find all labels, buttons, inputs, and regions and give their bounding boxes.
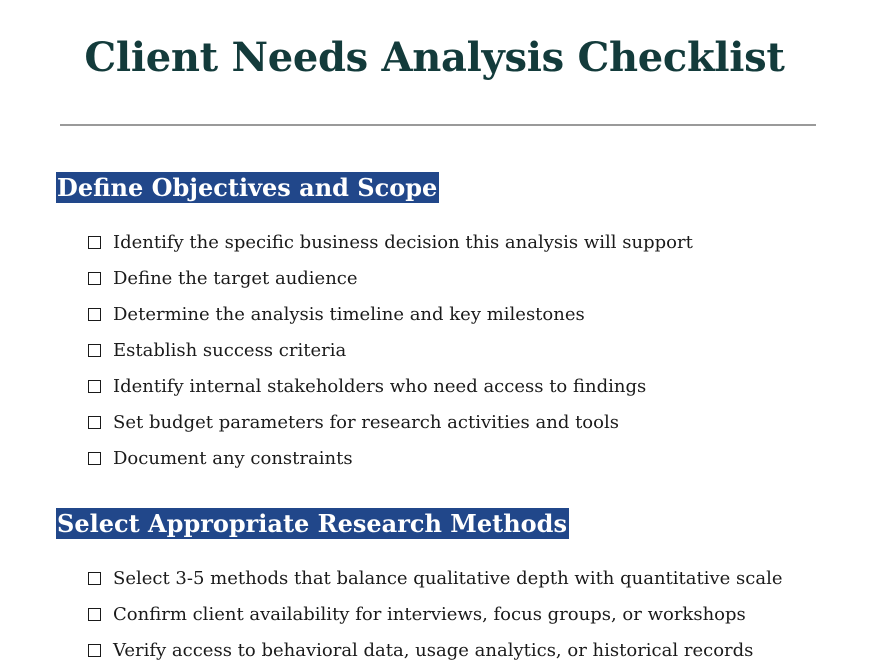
checklist-item-label: Identify internal stakeholders who need access to findings [113,375,647,397]
checklist-item[interactable] [88,596,783,632]
empty-checkbox-icon[interactable] [88,644,101,657]
checklist-item[interactable] [88,224,693,260]
empty-checkbox-icon[interactable] [88,452,101,465]
checklist-item-label: Verify access to behavioral data, usage analytics, or historical records [113,639,754,661]
checklist-item-label: Identify the specific business decision this analysis will support [113,231,693,253]
checklist-item[interactable] [88,560,783,596]
checklist-item[interactable] [88,260,693,296]
checklist-item[interactable] [88,440,693,476]
section-heading-research-methods: Select Appropriate Research Methods [57,509,567,538]
empty-checkbox-icon[interactable] [88,236,101,249]
checklist-item[interactable] [88,296,693,332]
empty-checkbox-icon[interactable] [88,272,101,285]
empty-checkbox-icon[interactable] [88,608,101,621]
checklist-item-label: Document any constraints [113,447,353,469]
checklist-item-label: Select 3-5 methods that balance qualitative depth with quantitative scale [113,567,783,589]
checklist-item-label: Define the target audience [113,267,358,289]
checklist-item[interactable] [88,368,693,404]
empty-checkbox-icon[interactable] [88,344,101,357]
checklist-item[interactable] [88,632,783,668]
checklist-research-methods [88,560,783,668]
section-heading-define-objectives: Define Objectives and Scope [57,173,438,202]
title-divider [60,124,816,126]
empty-checkbox-icon[interactable] [88,572,101,585]
checklist-item-label: Confirm client availability for interviews, focus groups, or workshops [113,603,746,625]
checklist-item[interactable] [88,332,693,368]
checklist-item-label: Set budget parameters for research activities and tools [113,411,619,433]
page-title: Client Needs Analysis Checklist [84,34,785,81]
checklist-define-objectives [88,224,693,476]
checklist-item-label: Establish success criteria [113,339,347,361]
empty-checkbox-icon[interactable] [88,308,101,321]
checklist-item-label: Determine the analysis timeline and key milestones [113,303,585,325]
empty-checkbox-icon[interactable] [88,416,101,429]
empty-checkbox-icon[interactable] [88,380,101,393]
checklist-item[interactable] [88,404,693,440]
